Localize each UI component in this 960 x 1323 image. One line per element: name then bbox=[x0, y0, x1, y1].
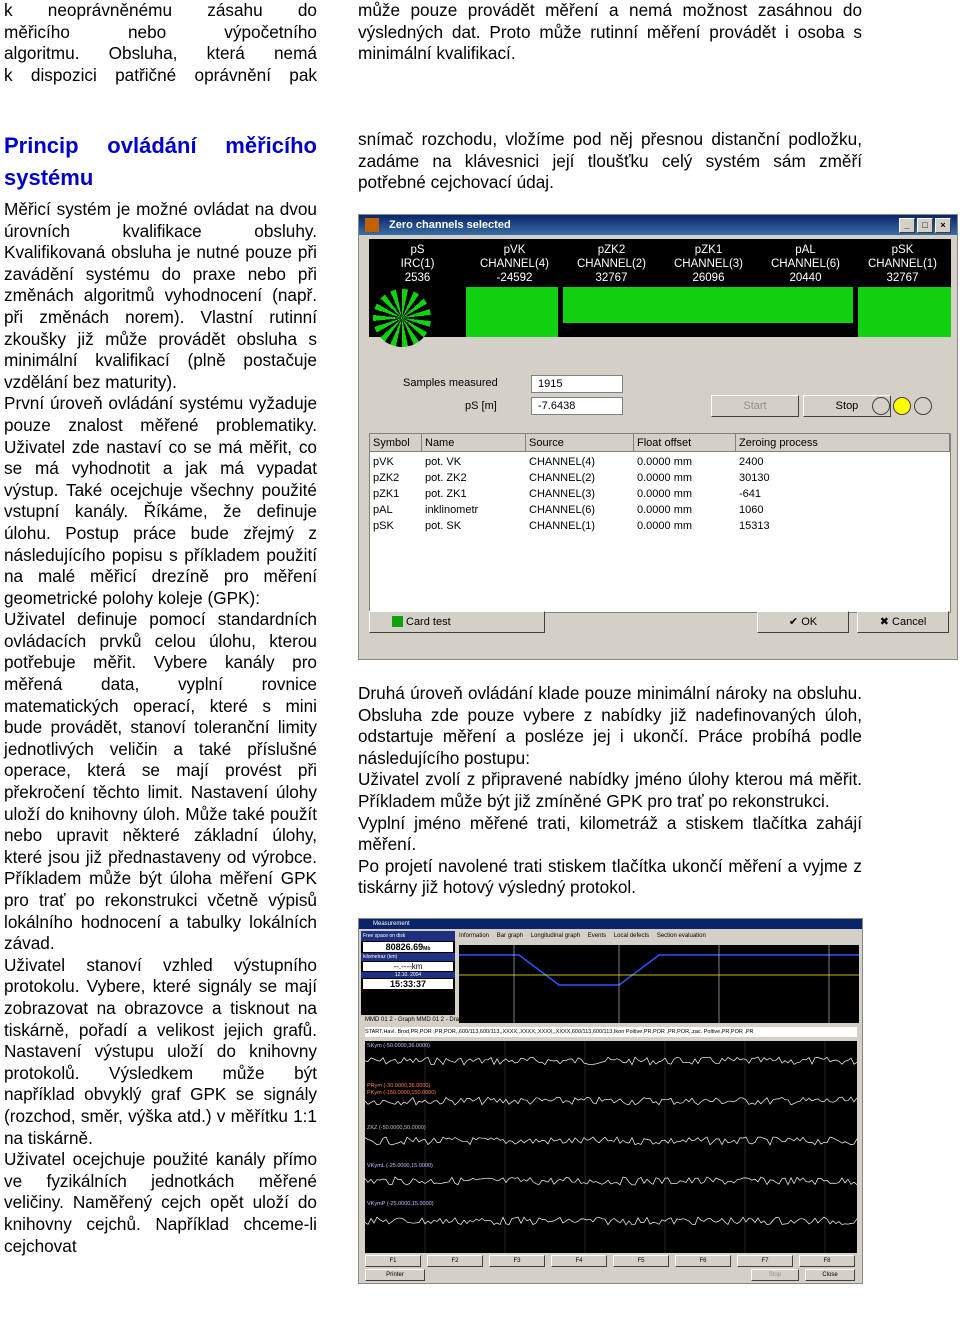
text-line: k dispozici patřičné oprávnění pak bbox=[4, 64, 317, 85]
ps-label: pS [m] bbox=[465, 400, 497, 412]
free-space-value: 80826.69Mb bbox=[363, 942, 453, 952]
km-value: --.----km bbox=[363, 962, 453, 971]
samples-label: Samples measured bbox=[403, 377, 498, 389]
col-header[interactable]: Zeroing process bbox=[736, 434, 950, 452]
tab[interactable]: Local defects bbox=[613, 933, 650, 939]
channel-bar bbox=[563, 287, 853, 323]
free-space-label: Free space on disk bbox=[361, 931, 455, 941]
f5-button[interactable]: F5 bbox=[613, 1255, 669, 1267]
measurement-title: Measurement bbox=[359, 919, 862, 929]
printer-button[interactable]: Printer bbox=[365, 1269, 425, 1281]
left-top-text bbox=[4, 0, 317, 86]
zeroing-table bbox=[369, 433, 951, 613]
table-row[interactable]: pVK pot. VK CHANNEL(4) 0.0000 mm 2400 bbox=[373, 456, 764, 468]
channel-label: ZKZ (-50.0000,50.0000) bbox=[367, 1125, 426, 1131]
tab[interactable]: Events bbox=[587, 933, 607, 939]
app-icon bbox=[365, 218, 379, 232]
tab[interactable]: Information bbox=[459, 933, 490, 939]
status-lamp-icon bbox=[893, 397, 911, 415]
channel-col: pS IRC(1) 2536 bbox=[400, 244, 435, 284]
channel-label: SKym (-50.0000,36.0000) bbox=[367, 1043, 430, 1049]
table-row[interactable]: pAL inklinometr CHANNEL(6) 0.0000 mm 1060 bbox=[373, 504, 764, 516]
table-row[interactable]: pZK2 pot. ZK2 CHANNEL(2) 0.0000 mm 30130 bbox=[373, 472, 770, 484]
ok-button[interactable]: ✔ OK bbox=[757, 611, 849, 633]
right-top-text bbox=[358, 0, 862, 65]
minimize-icon[interactable]: _ bbox=[899, 218, 915, 233]
zero-channels-dialog bbox=[358, 214, 958, 660]
paragraph: Měřicí systém je možné ovládat na dvou úrovních kvalifikace obsluhy. Kvalifikovaná obsluha je nutné pouze při zavádění systému do praxe nebo při změnách algoritmů vyhodnocení (např. při změnách norem). Vlastní rutinní zkoušky již může provádět obsluha s minimální kvalifikací (plně postačuje vzdělání bez maturity). bbox=[4, 199, 317, 392]
f3-button[interactable]: F3 bbox=[489, 1255, 545, 1267]
text-line: k neoprávněnému zásahu do bbox=[4, 0, 317, 20]
channel-col: pAL CHANNEL(6) 20440 bbox=[770, 244, 840, 284]
f2-button[interactable]: F2 bbox=[427, 1255, 483, 1267]
stop-button[interactable]: Stop bbox=[751, 1269, 799, 1281]
paragraph: snímač rozchodu, vložíme pod něj přesnou distanční podložku, zadáme na klávesnici její tloušťku celý systém sám změří potřebné cejchovací údaj. bbox=[358, 129, 862, 193]
channel-col: pSK CHANNEL(1) 32767 bbox=[867, 244, 937, 284]
stop-button[interactable]: Stop bbox=[803, 395, 891, 417]
status-lamp-icon bbox=[914, 397, 932, 415]
card-test-icon bbox=[392, 616, 403, 627]
paragraph: Druhá úroveň ovládání klade pouze minimální nároky na obsluhu. Obsluha zde pouze vybere z nabídky již nadefinovaných úloh, odstartuje měření a posléze jej i ukončí. Práce probíhá podle následujícího postupu: bbox=[358, 683, 862, 768]
channel-label: VKymP (-25.0000,15.0000) bbox=[367, 1201, 434, 1207]
measurement-window bbox=[358, 918, 863, 1284]
channel-col: pZK1 CHANNEL(3) 26096 bbox=[673, 244, 743, 284]
col-header[interactable]: Symbol bbox=[370, 434, 422, 452]
right-bottom-text bbox=[358, 683, 862, 899]
maximize-icon[interactable]: □ bbox=[917, 218, 933, 233]
col-header[interactable]: Name bbox=[422, 434, 526, 452]
track-trace bbox=[365, 1097, 857, 1105]
graph-line bbox=[459, 955, 859, 985]
start-button[interactable]: Start bbox=[711, 395, 799, 417]
paragraph: První úroveň ovládání systému vyžaduje pouze znalost měřené problematiky. Uživatel zde nastaví co se má měřit, co se má vyhodnotit a jak má vypadat výstup. Také ocejchuje všechny použité vstupní kanály. Říkáme, že definuje úlohu. Postup práce bude zřejmý z následujícího popisu s příkladem použití na malé měřicí drezíně pro měření geometrické polohy koleje (GPK): bbox=[4, 393, 317, 608]
close-icon[interactable]: × bbox=[935, 218, 951, 233]
paragraph: může pouze provádět měření a nemá možnost zasáhnou do výsledných dat. Proto může rutinní měření provádět i osoba s minimální kvalifikací. bbox=[358, 0, 862, 64]
status-lamp-icon bbox=[872, 397, 890, 415]
dialog-titlebar bbox=[359, 215, 957, 235]
table-row[interactable]: pZK1 pot. ZK1 CHANNEL(3) 0.0000 mm -641 bbox=[373, 488, 762, 500]
f7-button[interactable]: F7 bbox=[737, 1255, 793, 1267]
text-line: algoritmu. Obsluha, která nemá bbox=[4, 43, 317, 64]
text-line: měřicího nebo výpočetního bbox=[4, 21, 317, 42]
f8-button[interactable]: F8 bbox=[799, 1255, 855, 1267]
dialog-title: Zero channels selected bbox=[389, 219, 511, 231]
track-plot-svg bbox=[365, 1041, 857, 1253]
channel-label: PRym (-30.0000,36.0000) bbox=[367, 1083, 431, 1089]
km-label: kilometraz (km) bbox=[361, 953, 455, 961]
channel-col: pZK2 CHANNEL(2) 32767 bbox=[576, 244, 646, 284]
track-plot bbox=[365, 1041, 857, 1253]
paragraph: Uživatel ocejchuje použité kanály přímo ve fyzikálních jednotkách měřené veličiny. Naměřený cejch opět uloží do knihovny cejchů. Například chceme-li cejchovat bbox=[4, 1149, 317, 1256]
right-mid-text bbox=[358, 129, 862, 194]
cancel-button[interactable]: ✖ Cancel bbox=[857, 611, 949, 633]
paragraph: Uživatel zvolí z připravené nabídky jméno úlohy kterou má měřit. Příkladem může být již zmíněné GPK pro trať po rekonstrukci. bbox=[358, 769, 862, 811]
samples-field: 1915 bbox=[531, 375, 623, 393]
paragraph: Po projetí navolené trati stiskem tlačítka ukončí měření a vyjme z tiskárny již hotový výsledný protokol. bbox=[358, 855, 862, 898]
col-header[interactable]: Source bbox=[526, 434, 634, 452]
f4-button[interactable]: F4 bbox=[551, 1255, 607, 1267]
col-header[interactable]: Float offset bbox=[634, 434, 736, 452]
card-test-button[interactable]: Card test bbox=[369, 611, 545, 633]
tab-strip bbox=[459, 933, 859, 943]
drawing-tabs[interactable]: MMD 01 2 - Graph MMD 01 2 - Drawing bbox=[365, 1017, 472, 1023]
x-icon: ✖ bbox=[879, 616, 893, 628]
rotation-wheel-icon bbox=[373, 289, 431, 347]
f6-button[interactable]: F6 bbox=[675, 1255, 731, 1267]
ps-field: -7.6438 bbox=[531, 397, 623, 415]
paragraph: Uživatel stanoví vzhled výstupního protokolu. Vybere, které signály se mají zobrazovat na obrazovce a tisknout na tiskárně, pořadí a velikost jejich grafů. Nastavení výstupu uloží do knihovny protokolů. Výsledkem může být například obvyklý graf GPK se signály (rozchod, směr, výška atd.) v měřítku 1:1 na tiskárně. bbox=[4, 954, 317, 1148]
status-panel bbox=[361, 931, 455, 1015]
paragraph: Uživatel definuje pomocí standardních ovládacích prvků celou úlohu, kterou potřebuje měřit. Vybere kanály pro měřená data, vyplní rovnice matematických operací, které s mini bude provádět, stanoví toleranční limity jednotlivých veličin a také příslušné operace, která se mají provést při překročení těchto limit. Nastavení úlohy uloží do knihovny úloh. Může také použít nebo upravit některé základní úlohy, které jsou již přednastaveny od výrobce. Příkladem může být úloha měření GPK pro trať po rekonstrukci včetně výpisů lokálního hodnocení a tabulky lokálních závad. bbox=[4, 609, 317, 954]
table-row[interactable]: pSK pot. SK CHANNEL(1) 0.0000 mm 15313 bbox=[373, 520, 770, 532]
left-column bbox=[4, 199, 317, 1257]
time-value: 15:33:37 bbox=[363, 979, 453, 989]
check-icon: ✔ bbox=[788, 616, 802, 628]
channel-bar bbox=[466, 287, 558, 337]
section-heading: Princip ovládání měřicího systému bbox=[4, 133, 317, 190]
close-button[interactable]: Close bbox=[805, 1269, 855, 1281]
longitudinal-graph bbox=[459, 945, 859, 1023]
track-trace bbox=[365, 1217, 857, 1225]
paragraph: Vyplní jméno měřené trati, kilometráž a stiskem tlačítka zahájí měření. bbox=[358, 812, 862, 855]
channel-col: pVK CHANNEL(4) -24592 bbox=[479, 244, 549, 284]
channel-label: PKym (-150.0000,150.0000) bbox=[367, 1090, 437, 1096]
track-trace bbox=[365, 1177, 857, 1185]
channel-bar bbox=[858, 287, 951, 337]
station-strip: START,Havl. Brod,PR,POR ,PR,POR,,600/113,600/113,,XXXX,,XXXX,,XXXX,,XXXX,600/113,600/113,Ikon Poltive,PR,POR ,PR,POR,,zac. Poltive,PR,POR ,PR bbox=[365, 1027, 857, 1037]
f1-button[interactable]: F1 bbox=[365, 1255, 421, 1267]
track-trace bbox=[365, 1137, 857, 1145]
tab[interactable]: Longitudinal graph bbox=[530, 933, 581, 939]
tab[interactable]: Section evaluation bbox=[656, 933, 706, 939]
tab[interactable]: Bar graph bbox=[496, 933, 524, 939]
channel-label: VKymL (-25.0000,15.0000) bbox=[367, 1163, 433, 1169]
date-value: 12.10. 2004 bbox=[361, 972, 455, 978]
track-trace bbox=[365, 1057, 857, 1065]
